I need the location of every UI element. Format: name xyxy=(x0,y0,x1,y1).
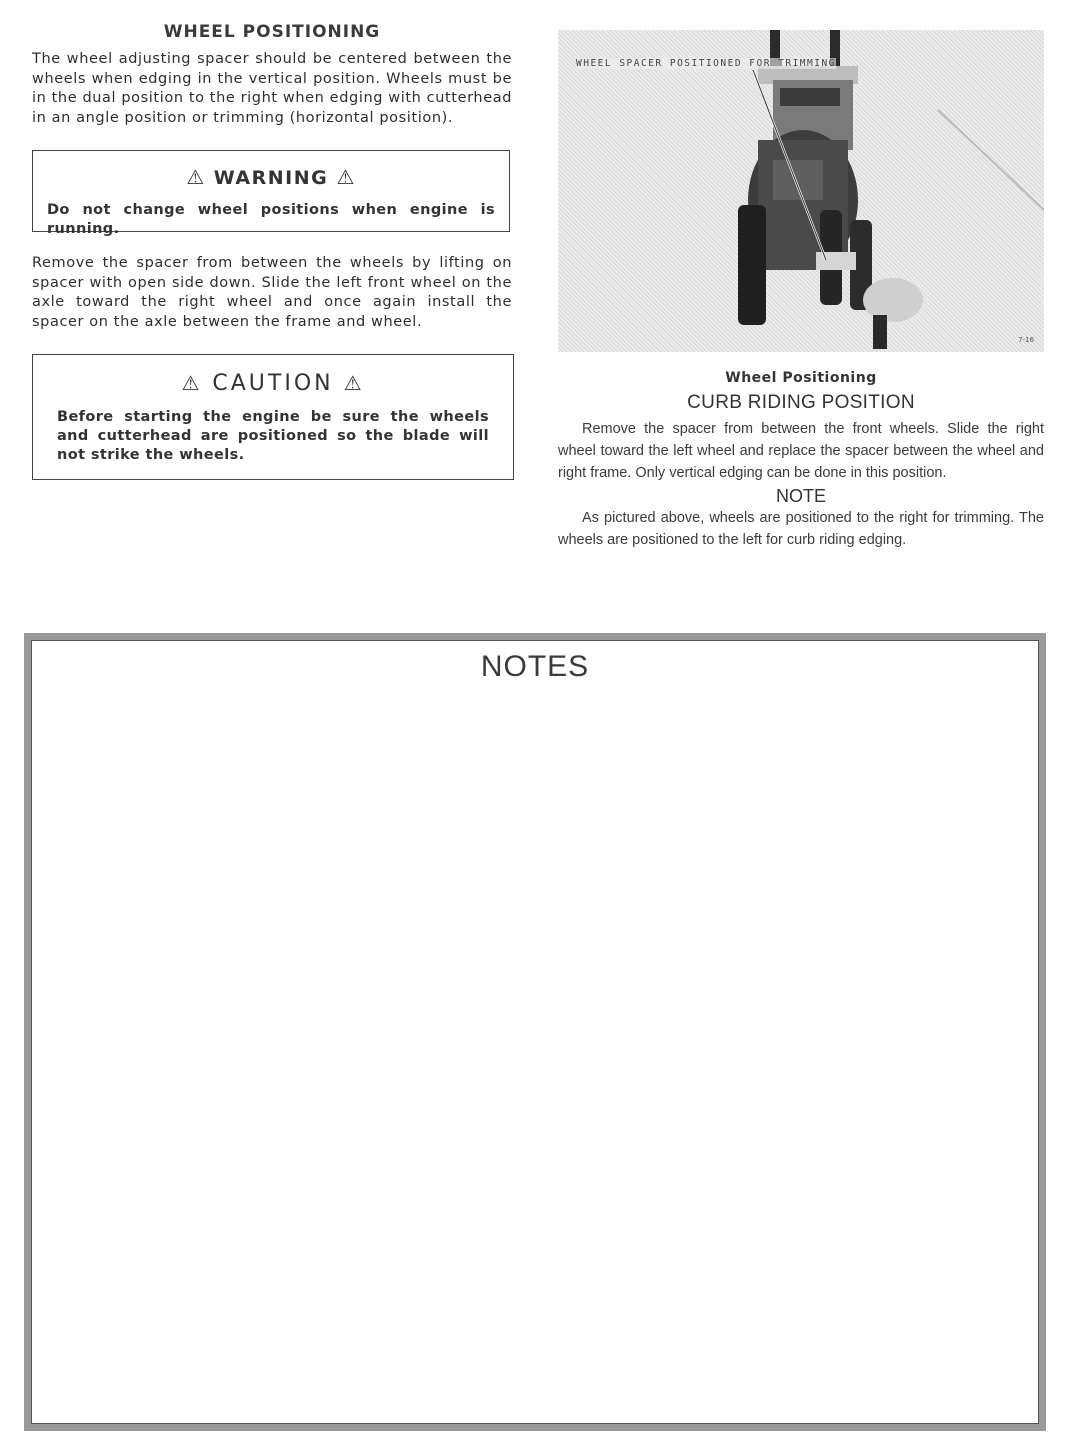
edger-illustration xyxy=(558,30,1044,352)
wheel-positioning-title: WHEEL POSITIONING xyxy=(163,22,381,42)
photo-number: 7-16 xyxy=(1018,336,1034,344)
notes-box xyxy=(24,633,1046,1431)
notes-title: NOTES xyxy=(480,650,590,683)
warning-text: Do not change wheel positions when engine is running. xyxy=(47,202,495,237)
wheel-positioning-paragraph: The wheel adjusting spacer should be centered between the wheels when edging in the vertical position. Wheels must be in the dual position to the right when edging with cutterhead in an angle position or trimming (horizontal position). xyxy=(32,51,512,126)
left-column xyxy=(32,22,512,480)
warning-title: WARNING xyxy=(213,167,329,189)
curb-riding-text: Remove the spacer from between the front wheels. Slide the right wheel toward the left wheel and replace the spacer between the wheel and right frame. Only vertical edging can be done in this position. xyxy=(558,421,1044,481)
warning-box xyxy=(32,150,510,237)
photo-label: WHEEL SPACER POSITIONED FOR TRIMMING xyxy=(576,58,836,69)
remove-spacer-paragraph: Remove the spacer from between the wheels by lifting on spacer with open side down. Slide the left front wheel on the axle toward the right wheel and once again install the spacer on the axle between the frame and wheel. xyxy=(32,255,512,330)
photo-caption: Wheel Positioning xyxy=(725,370,877,386)
caution-title: CAUTION xyxy=(212,371,334,396)
edger-wheel-photo xyxy=(558,30,1044,352)
right-column xyxy=(558,30,1044,551)
caution-heading xyxy=(47,371,499,396)
caution-text: Before starting the engine be sure the wheels and cutterhead are positioned so the blade will not strike the wheels. xyxy=(57,409,489,463)
warning-triangle-icon: ⚠ xyxy=(186,165,206,189)
caution-box xyxy=(32,354,514,480)
warning-heading xyxy=(47,165,495,189)
curb-riding-title: CURB RIDING POSITION xyxy=(687,392,915,413)
caution-triangle-icon: ⚠ xyxy=(181,371,203,395)
note-text: As pictured above, wheels are positioned to the right for trimming. The wheels are positioned to the left for curb riding edging. xyxy=(558,510,1044,548)
note-title: NOTE xyxy=(775,486,826,506)
notes-inner-border xyxy=(31,640,1039,1424)
warning-triangle-icon: ⚠ xyxy=(336,165,356,189)
caution-triangle-icon: ⚠ xyxy=(343,371,365,395)
